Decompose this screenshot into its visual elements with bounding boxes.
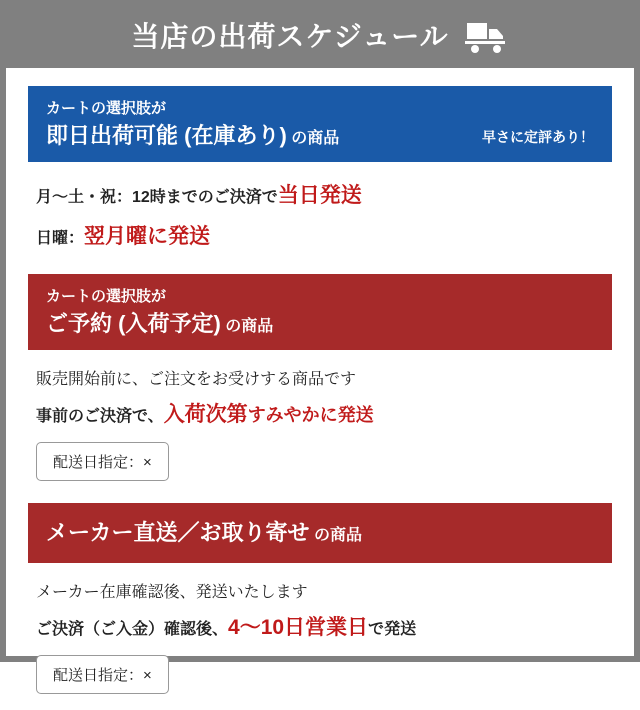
- section-detail-direct-shipping: [28, 563, 612, 700]
- page-title: 当店の出荷スケジュール: [131, 21, 449, 52]
- delivery-truck-icon: [463, 20, 509, 54]
- detail-row: [36, 176, 604, 217]
- page-header: [6, 6, 634, 68]
- spacer: [28, 487, 612, 503]
- band-subtitle: カートの選択肢が: [46, 100, 167, 117]
- detail-suffix: すみやかに発送: [247, 405, 374, 426]
- band-title-suffix: の商品: [220, 317, 274, 335]
- detail-highlight: 4〜10日営業日: [228, 616, 369, 640]
- detail-prefix: 事前のご決済で、: [36, 408, 164, 426]
- detail-suffix: で発送: [368, 621, 417, 639]
- detail-row: [36, 608, 604, 649]
- band-title: ご予約 (入荷予定) の商品: [46, 310, 274, 336]
- detail-prefix: ご決済（ご入金）確認後、: [36, 621, 229, 639]
- band-title-suffix: の商品: [309, 527, 363, 545]
- detail-prefix: メーカー在庫確認後、発送いたします: [36, 584, 308, 602]
- detail-prefix: 日曜：: [36, 230, 85, 248]
- section-detail-preorder: [28, 350, 612, 487]
- band-title: 即日出荷可能 (在庫あり) の商品: [46, 122, 340, 148]
- band-text-group: [46, 286, 594, 338]
- detail-row: [36, 577, 604, 608]
- band-note: 早さに定評あり！: [482, 129, 594, 146]
- detail-row: [36, 217, 604, 258]
- band-title-suffix: の商品: [286, 129, 340, 147]
- section-same-day: [28, 86, 612, 264]
- detail-highlight: 当日発送: [277, 184, 362, 208]
- band-title: メーカー直送／お取り寄せ の商品: [46, 520, 363, 546]
- section-preorder: [28, 274, 612, 487]
- band-subtitle: カートの選択肢が: [46, 288, 167, 306]
- delivery-date-chip: 配送日指定：×: [36, 442, 169, 481]
- section-band-direct-shipping: [28, 503, 612, 563]
- detail-row: [36, 395, 604, 436]
- detail-highlight: 入荷次第: [163, 403, 248, 427]
- section-band-same-day: [28, 86, 612, 162]
- detail-prefix: 販売開始前に、ご注文をお受けする商品です: [36, 371, 357, 389]
- spacer: [28, 264, 612, 274]
- delivery-date-chip: 配送日指定：×: [36, 655, 169, 694]
- schedule-body: [6, 68, 634, 710]
- detail-prefix: 月〜土・祝：12時までのご決済で: [36, 189, 278, 207]
- detail-highlight: 翌月曜に発送: [84, 225, 211, 249]
- section-detail-same-day: [28, 162, 612, 264]
- section-band-preorder: [28, 274, 612, 350]
- section-direct-shipping: [28, 503, 612, 700]
- detail-row: [36, 364, 604, 395]
- band-text-group: [46, 98, 472, 150]
